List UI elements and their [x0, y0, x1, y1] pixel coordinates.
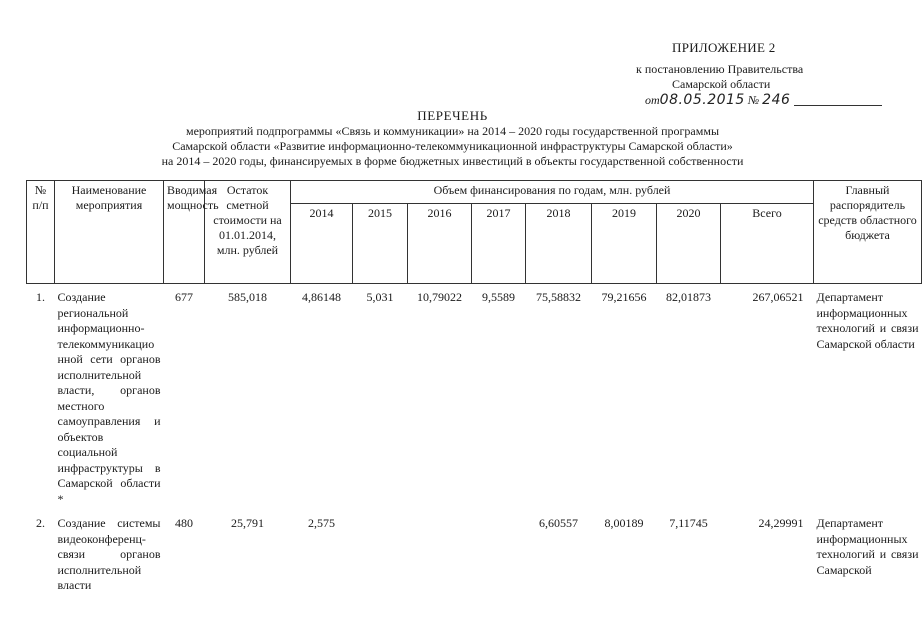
table-header-row	[27, 181, 922, 204]
date-prefix: от	[645, 93, 660, 107]
row-1-rest: 585,018	[228, 290, 267, 304]
row-1-y2017: 9,5589	[482, 290, 515, 304]
row-2-name	[55, 510, 164, 596]
number-value: 246	[762, 92, 791, 108]
subtitle-line-3: на 2014 – 2020 годы, финансируемых в форме бюджетных инвестиций в объекты государственной собственности	[161, 154, 744, 168]
row-1-name	[55, 284, 164, 511]
row-1-y2019: 79,21656	[601, 290, 647, 304]
row-2-total: 24,29991	[758, 516, 804, 530]
subtitle-line-2: Самарской области «Развитие информационно-телекоммуникационной инфраструктуры Самарской области»	[172, 139, 733, 153]
header-year-2014: 2014	[291, 204, 353, 284]
row-2-y2016	[408, 510, 472, 596]
header-capacity: Вводимая мощность	[164, 181, 205, 284]
header-year-2019: 2019	[592, 204, 657, 284]
row-2-y2015	[353, 510, 408, 596]
row-2-manager: Департамент информационных технологий и связи Самарской	[816, 516, 919, 577]
table-row	[27, 284, 922, 511]
row-1-y2015: 5,031	[366, 290, 394, 304]
header-year-2015: 2015	[353, 204, 408, 284]
row-2-y2019: 8,00189	[604, 516, 644, 530]
header-year-2020: 2020	[657, 204, 721, 284]
region-line: Самарской области	[672, 77, 771, 91]
funding-table-container	[26, 180, 919, 640]
row-1-y2018: 75,58832	[536, 290, 581, 304]
header-rest: Остаток сметной стоимости на 01.01.2014, млн. рублей	[205, 181, 291, 284]
date-value: 08.05.2015	[659, 92, 745, 108]
row-2-y2017	[472, 510, 526, 596]
header-num: № п/п	[27, 181, 55, 284]
appendix-label: ПРИЛОЖЕНИЕ 2	[672, 40, 776, 55]
number-prefix: №	[747, 93, 760, 107]
document-title: ПЕРЕЧЕНЬ	[417, 108, 488, 123]
header-funding: Объем финансирования по годам, млн. рублей	[291, 181, 814, 204]
header-year-2017: 2017	[472, 204, 526, 284]
row-1-y2016: 10,79022	[417, 290, 462, 304]
date-line	[645, 92, 882, 108]
row-2-name-text: Создание системы видеоконференц-связи органов исполнительной власти	[57, 516, 161, 592]
header-total: Всего	[721, 204, 814, 284]
header-year-2018: 2018	[526, 204, 592, 284]
row-1-y2014: 4,86148	[302, 290, 341, 304]
row-2-y2020: 7,11745	[669, 516, 708, 530]
row-1-capacity: 677	[175, 290, 193, 304]
row-1-name-text: Создание региональной информационно-телекоммуникационной сети органов исполнительной власти, органов местного самоуправления и объектов социальной инфраструктуры в Самарской области *	[57, 290, 161, 506]
header-year-2016: 2016	[408, 204, 472, 284]
row-1-total: 267,06521	[752, 290, 804, 304]
row-2-rest: 25,791	[231, 516, 264, 530]
row-2-capacity: 480	[175, 516, 193, 530]
resolution-line: к постановлению Правительства	[636, 62, 804, 76]
number-underline	[794, 104, 882, 106]
row-2-num: 2.	[36, 516, 45, 530]
row-2-y2014: 2,575	[308, 516, 335, 530]
header-manager: Главный распорядитель средств областного бюджета	[814, 181, 922, 284]
table-row	[27, 510, 922, 596]
funding-table	[26, 180, 922, 596]
header-name: Наименование мероприятия	[55, 181, 164, 284]
row-1-manager: Департамент информационных технологий и связи Самарской области	[816, 290, 919, 351]
row-1-y2020: 82,01873	[666, 290, 711, 304]
row-2-y2018: 6,60557	[539, 516, 578, 530]
row-1-num: 1.	[36, 290, 45, 304]
subtitle-line-1: мероприятий подпрограммы «Связь и коммуникации» на 2014 – 2020 годы государственной программы	[185, 124, 720, 138]
